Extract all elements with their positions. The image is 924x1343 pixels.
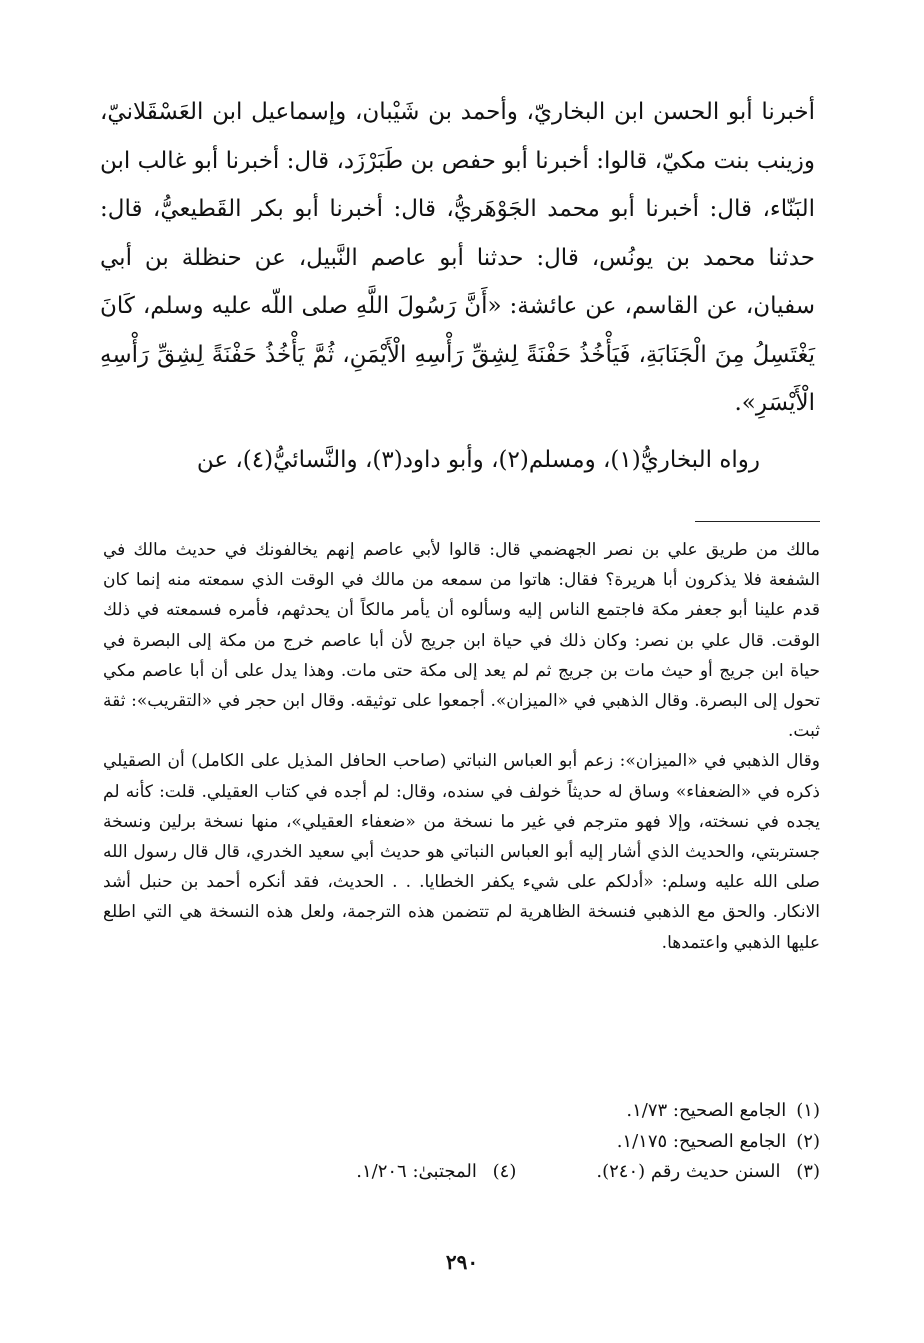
footnote-paragraph-2: وقال الذهبي في «الميزان»: زعم أبو العباس النباتي (صاحب الحافل المذيل على الكامل) أن الصقيلي ذكره في «الضعفاء» وساق له حديثاً خولف في سنده، وقال: لم أجده في كتاب العقيلي. قلت: كأنه لم يجده في نسخته، وإلا فهو مترجم في غير ما نسخة من «ضعفاء العقيلي»، منها نسخة برلين ونسخة جستربتي، والحديث الذي أشار إليه أبو العباس النباتي هو حديث أبي سعيد الخدري، قال قال رسول الله صلى الله عليه وسلم: «أدلكم على شيء يكفر الخطايا. . . الحديث، فقد أنكره أحمد بن حنبل أشد الانكار. والحق مع الذهبي فنسخة الظاهرية لم تتضمن هذه الترجمة، ولعل هذه النسخة هي التي اطلع عليها الذهبي واعتمدها. [103, 751, 820, 953]
footnote-number: (٣) [796, 1161, 820, 1182]
page-number: ٢٩٠ [445, 1250, 479, 1274]
footnote-references [103, 1096, 820, 1188]
main-paragraph-takhrij: رواه البخاريُّ(١)، ومسلم(٢)، وأبو داود(٣)، والنَّسائيُّ(٤)، عن [196, 446, 760, 473]
main-paragraph-isnad: أخبرنا أبو الحسن ابن البخاريّ، وأحمد بن شَيْبان، وإسماعيل ابن العَسْقَلانيّ، وزينب بنت مكيّ، قالوا: أخبرنا أبو حفص بن طَبَرْزَد، قال: أخبرنا أبو غالب ابن البَنّاء، قال: أخبرنا أبو محمد الجَوْهَريُّ، قال: أخبرنا أبو بكر القَطيعيُّ، قال: حدثنا محمد بن يونُس، قال: حدثنا أبو عاصم النَّبيل، عن حنظلة بن أبي سفيان، عن القاسم، عن عائشة: «أَنَّ رَسُولَ اللَّهِ صلى اللّه عليه وسلم، كَانَ يَغْتَسِلُ مِنَ الْجَنَابَةِ، فَيَأْخُذُ حَفْنَةً لِشِقِّ رَأْسِهِ الْأَيْمَنِ، ثُمَّ يَأْخُذُ حَفْنَةً لِشِقِّ رَأْسِهِ الْأَيْسَرِ». [100, 99, 816, 416]
footnote-ref-text: الجامع الصحيح: ١/٧٣. [626, 1100, 787, 1121]
footnote-separator [695, 521, 820, 522]
footnote-ref-3-4 [103, 1157, 820, 1188]
main-text [100, 88, 815, 484]
footnote-ref-text: المجتبىٰ: ١/٢٠٦. [356, 1161, 477, 1182]
footnote-ref-1 [103, 1096, 820, 1127]
footnote-number: (١) [796, 1100, 820, 1121]
footnote-paragraph-1: مالك من طريق علي بن نصر الجهضمي قال: قالوا لأبي عاصم إنهم يخالفونك في حديث مالك في الشفعة فلا يذكرون أبا هريرة؟ فقال: هاتوا من سمعه من مالك في الوقت الذي سمعته منه إنما كان قدم علينا أبو جعفر مكة فاجتمع الناس إليه وسألوه أن يأمر مالكاً أن يحدثهم، فأمره فسمعته في ذلك الوقت. قال علي بن نصر: وكان ذلك في حياة ابن جريج لأن أبا عاصم خرج من مكة إلى البصرة في حياة ابن جريج أو حيث مات بن جريج ثم لم يعد إلى مكة حتى مات. وهذا يدل على أن أبا عاصم مكي تحول إلى البصرة. وقال الذهبي في «الميزان». أجمعوا على توثيقه. وقال ابن حجر في «التقريب»: ثقة ثبت. [103, 540, 820, 742]
footnote-ref-text: السنن حديث رقم (٢٤٠). [596, 1161, 781, 1182]
footnote-ref-2 [103, 1127, 820, 1158]
footnote-continuation [103, 535, 820, 958]
footnote-number: (٤) [492, 1161, 517, 1182]
footnote-number: (٢) [796, 1130, 820, 1152]
footnote-ref-3 [596, 1157, 820, 1188]
footnote-ref-4 [356, 1157, 516, 1188]
footnote-ref-text: الجامع الصحيح: ١/١٧٥. [616, 1130, 787, 1152]
